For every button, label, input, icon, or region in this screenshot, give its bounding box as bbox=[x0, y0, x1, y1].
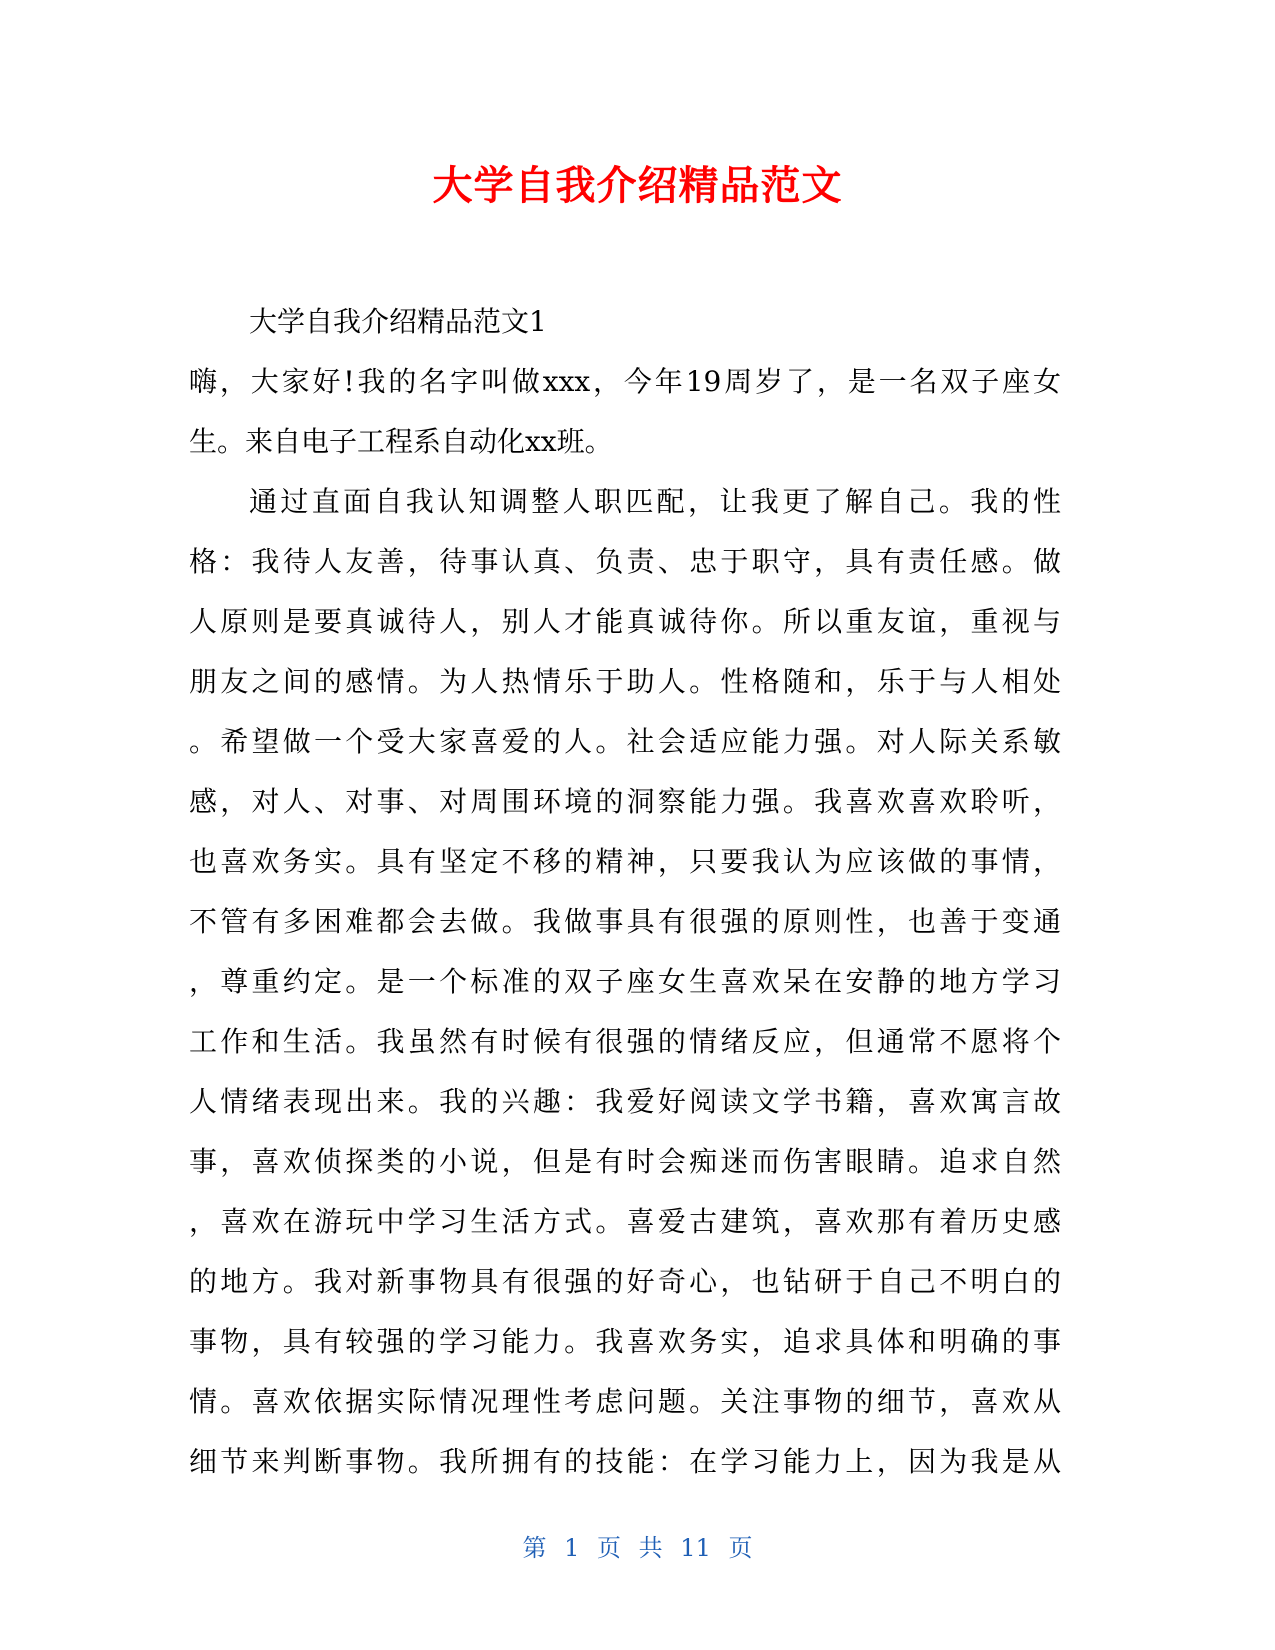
text-line: 人原则是要真诚待人，别人才能真诚待你。所以重友谊，重视与 bbox=[189, 605, 1061, 638]
text-line: 朋友之间的感情。为人热情乐于助人。性格随和，乐于与人相处 bbox=[189, 665, 1061, 698]
text-line: ，喜欢在游玩中学习生活方式。喜爱古建筑，喜欢那有着历史感 bbox=[189, 1205, 1061, 1238]
text-line: 不管有多困难都会去做。我做事具有很强的原则性，也善于变通 bbox=[189, 905, 1061, 938]
document-title: 大学自我介绍精品范文 bbox=[432, 163, 843, 209]
text-line: 人情绪表现出来。我的兴趣：我爱好阅读文学书籍，喜欢寓言故 bbox=[189, 1085, 1061, 1118]
text-line: 工作和生活。我虽然有时候有很强的情绪反应，但通常不愿将个 bbox=[189, 1025, 1061, 1058]
section-heading: 大学自我介绍精品范文1 bbox=[249, 305, 547, 338]
text-line: ，尊重约定。是一个标准的双子座女生喜欢呆在安静的地方学习 bbox=[189, 965, 1061, 998]
text-line: 通过直面自我认知调整人职匹配，让我更了解自己。我的性 bbox=[249, 485, 1061, 518]
text-line: 事，喜欢侦探类的小说，但是有时会痴迷而伤害眼睛。追求自然 bbox=[189, 1145, 1061, 1178]
text-line: 感，对人、对事、对周围环境的洞察能力强。我喜欢喜欢聆听， bbox=[189, 785, 1061, 818]
text-line: 的地方。我对新事物具有很强的好奇心，也钻研于自己不明白的 bbox=[189, 1265, 1061, 1298]
text-line: 嗨，大家好!我的名字叫做xxx，今年19周岁了，是一名双子座女 bbox=[189, 365, 1061, 398]
text-line: 。希望做一个受大家喜爱的人。社会适应能力强。对人际关系敏 bbox=[189, 725, 1061, 758]
text-line: 事物，具有较强的学习能力。我喜欢务实，追求具体和明确的事 bbox=[189, 1325, 1061, 1358]
text-line: 生。来自电子工程系自动化xx班。 bbox=[189, 425, 613, 458]
text-line: 格：我待人友善，待事认真、负责、忠于职守，具有责任感。做 bbox=[189, 545, 1061, 578]
text-line: 细节来判断事物。我所拥有的技能：在学习能力上，因为我是从 bbox=[189, 1445, 1061, 1478]
text-line: 情。喜欢依据实际情况理性考虑问题。关注事物的细节，喜欢从 bbox=[189, 1385, 1061, 1418]
page-number-footer: 第 1 页 共 11 页 bbox=[522, 1534, 753, 1562]
document-body bbox=[189, 292, 1061, 1492]
text-line: 也喜欢务实。具有坚定不移的精神，只要我认为应该做的事情， bbox=[189, 845, 1061, 878]
